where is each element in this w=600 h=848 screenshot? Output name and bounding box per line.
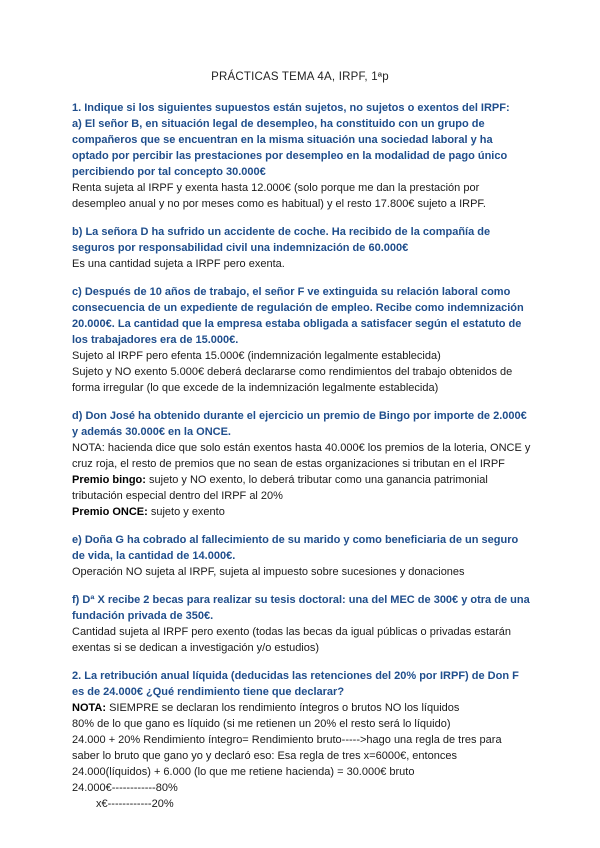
question-1f: f) Dª X recibe 2 becas para realizar su tesis doctoral: una del MEC de 300€ y otra de una fundación privada de 350€. <box>72 594 530 622</box>
bingo-label: Premio bingo: <box>72 474 146 486</box>
question-1a: a) El señor B, en situación legal de desempleo, ha constituido con un grupo de compañeros que se encuentran en la misma situación una sociedad laboral y ha optado por percibir las prestaciones por desempleo en la modalidad de pago único percibiendo por tal concepto 30.000€ <box>72 118 508 178</box>
question-2-heading: 2. La retribución anual líquida (deducidas las retenciones del 20% por IRPF) de Don F es de 24.000€ ¿Qué rendimiento tiene que declarar? <box>72 670 519 698</box>
answer-2-line-1: 80% de lo que gano es líquido (si me retienen un 20% el resto será lo líquido) <box>72 718 451 730</box>
rule-row-1-value: 24.000€ <box>72 782 112 794</box>
document-body <box>72 100 532 812</box>
once-text: sujeto y exento <box>147 506 225 518</box>
answer-1d-bingo <box>72 472 532 504</box>
answer-1a: Renta sujeta al IRPF y exenta hasta 12.000€ (solo porque me dan la prestación por desempleo anual y no por meses como es habitual) y el resto 17.800€ sujeto a IRPF. <box>72 182 486 210</box>
question-1e: e) Doña G ha cobrado al fallecimiento de su marido y como beneficiaria de un seguro de vida, la cantidad de 14.000€. <box>72 534 519 562</box>
question-1d: d) Don José ha obtenido durante el ejercicio un premio de Bingo por importe de 2.000€ y además 30.000€ en la ONCE. <box>72 410 527 438</box>
answer-1b: Es una cantidad sujeta a IRPF pero exenta. <box>72 258 285 270</box>
note-2-label: NOTA: <box>72 702 107 714</box>
rule-of-three-row-2 <box>72 796 532 812</box>
rule-row-2-value: x€ <box>96 798 108 810</box>
rule-row-2-percent: ------------20% <box>107 798 174 810</box>
question-1c: c) Después de 10 años de trabajo, el señor F ve extinguida su relación laboral como consecuencia de un expediente de regulación de empleo. Recibe como indemnización 20.000€. La cantidad que la empresa estaba obligada a satisfacer según el estatuto de los trabajadores era de 15.000€. <box>72 286 524 346</box>
note-1d: NOTA: hacienda dice que solo están exentos hasta 40.000€ los premios de la loteria, ONCE y cruz roja, el resto de premios que no sean de estas organizaciones si tributan en el IRPF <box>72 442 531 470</box>
question-1b: b) La señora D ha sufrido un accidente de coche. Ha recibido de la compañía de seguros por responsabilidad civil una indemnización de 60.000€ <box>72 226 491 254</box>
rule-of-three-row-1 <box>72 780 532 796</box>
answer-1e: Operación NO sujeta al IRPF, sujeta al impuesto sobre sucesiones y donaciones <box>72 566 465 578</box>
page-title: PRÁCTICAS TEMA 4A, IRPF, 1ªp <box>211 71 389 83</box>
question-1-heading: 1. Indique si los siguientes supuestos están sujetos, no sujetos o exentos del IRPF: <box>72 102 510 114</box>
rule-row-1-percent: ------------80% <box>111 782 178 794</box>
note-2-text: SIEMPRE se declaran los rendimiento íntegros o brutos NO los líquidos <box>106 702 460 714</box>
answer-1c-not-exempt: Sujeto y NO exento 5.000€ deberá declararse como rendimientos del trabajo obtenidos de forma irregular (lo que excede de la indemnización legalmente establecida) <box>72 366 513 394</box>
answer-1d-once <box>72 504 532 520</box>
answer-1c-exempt: Sujeto al IRPF pero efenta 15.000€ (indemnización legalmente establecida) <box>72 350 441 362</box>
answer-2-line-2: 24.000 + 20% Rendimiento íntegro= Rendimiento bruto----->hago una regla de tres para saber lo bruto que gano yo y declaró eso: Esa regla de tres x=6000€, entonces <box>72 734 502 762</box>
note-2 <box>72 700 532 716</box>
answer-1f: Cantidad sujeta al IRPF pero exento (todas las becas da igual públicas o privadas estarán exentas si se dedican a investigación y/o estudios) <box>72 626 512 654</box>
answer-2-line-3: 24.000(líquidos) + 6.000 (lo que me retiene hacienda) = 30.000€ bruto <box>72 766 415 778</box>
once-label: Premio ONCE: <box>72 506 148 518</box>
bingo-text: sujeto y NO exento, lo deberá tributar como una ganancia patrimonial tributación especial dentro del IRPF al 20% <box>72 474 488 502</box>
